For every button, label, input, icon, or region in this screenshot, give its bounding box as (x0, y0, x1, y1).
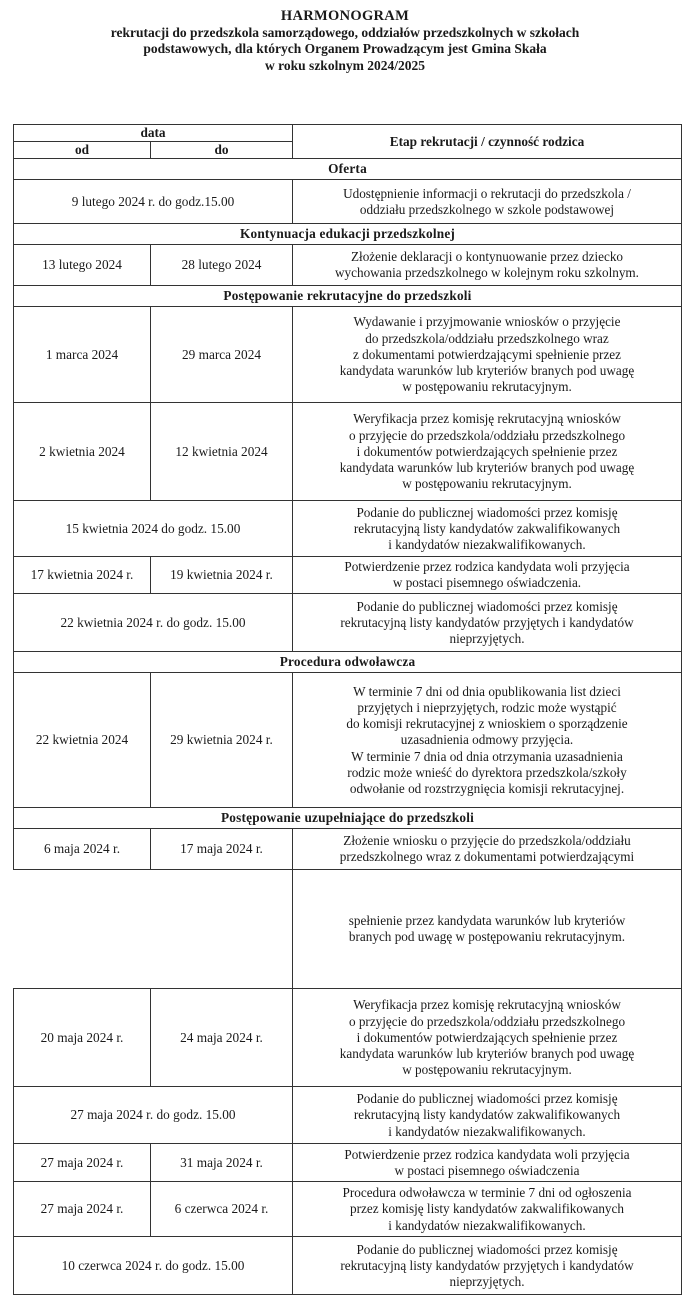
date-range: 9 lutego 2024 r. do godz.15.00 (14, 180, 293, 224)
date-from: 6 maja 2024 r. (14, 829, 151, 870)
table-row (14, 1087, 682, 1144)
date-range: 10 czerwca 2024 r. do godz. 15.00 (14, 1237, 293, 1295)
date-from: 27 maja 2024 r. (14, 1182, 151, 1237)
step-description: Złożenie deklaracji o kontynuowanie przez dziecko wychowania przedszkolnego w kolejnym roku szkolnym. (293, 245, 682, 286)
date-to: 31 maja 2024 r. (151, 1144, 293, 1182)
table-row (14, 1144, 682, 1182)
date-to: 6 czerwca 2024 r. (151, 1182, 293, 1237)
step-description: Złożenie wniosku o przyjęcie do przedszkola/oddziału przedszkolnego wraz z dokumentami potwierdzającymi (293, 829, 682, 870)
header-do: do (151, 142, 293, 159)
date-to: 29 marca 2024 (151, 307, 293, 403)
step-description: Podanie do publicznej wiadomości przez komisję rekrutacyjną listy kandydatów zakwalifikowanych i kandydatów niezakwalifikowanych. (293, 1087, 682, 1144)
table-row (14, 1237, 682, 1295)
table-row (14, 829, 682, 870)
schedule-table (13, 124, 682, 1295)
header-od: od (14, 142, 151, 159)
date-range: 22 kwietnia 2024 r. do godz. 15.00 (14, 594, 293, 652)
step-description: Weryfikacja przez komisję rekrutacyjną wniosków o przyjęcie do przedszkola/oddziału przedszkolnego i dokumentów potwierdzających spełnienie przez kandydata warunków lub kryteriów branych pod uwagę w postępowaniu rekrutacyjnym. (293, 403, 682, 501)
table-header-row (14, 125, 682, 142)
section-row (14, 224, 682, 245)
header-etap: Etap rekrutacji / czynność rodzica (293, 125, 682, 159)
section-title: Oferta (14, 159, 682, 180)
section-title: Procedura odwoławcza (14, 652, 682, 673)
table-row (14, 245, 682, 286)
date-to: 24 maja 2024 r. (151, 989, 293, 1087)
date-from: 2 kwietnia 2024 (14, 403, 151, 501)
date-from: 22 kwietnia 2024 (14, 673, 151, 808)
section-row (14, 652, 682, 673)
step-description: Podanie do publicznej wiadomości przez komisję rekrutacyjną listy kandydatów przyjętych i kandydatów nieprzyjętych. (293, 1237, 682, 1295)
step-description: Weryfikacja przez komisję rekrutacyjną wniosków o przyjęcie do przedszkola/oddziału przedszkolnego i dokumentów potwierdzających spełnienie przez kandydata warunków lub kryteriów branych pod uwagę w postępowaniu rekrutacyjnym. (293, 989, 682, 1087)
document-subtitle-line2: podstawowych, dla których Organem Prowadzącym jest Gmina Skała (143, 41, 547, 56)
table-row (14, 403, 682, 501)
table-row (14, 557, 682, 594)
step-description: Wydawanie i przyjmowanie wniosków o przyjęcie do przedszkola/oddziału przedszkolnego wraz z dokumentami potwierdzającymi spełnienie przez kandydata warunków lub kryteriów branych pod uwagę w postępowaniu rekrutacyjnym. (293, 307, 682, 403)
section-row (14, 286, 682, 307)
date-from: 27 maja 2024 r. (14, 1144, 151, 1182)
table-row (14, 673, 682, 808)
table-row (14, 180, 682, 224)
date-from: 1 marca 2024 (14, 307, 151, 403)
step-description-continued: spełnienie przez kandydata warunków lub kryteriów branych pod uwagę w postępowaniu rekrutacyjnym. (293, 870, 682, 989)
table-row-continued (14, 870, 682, 989)
date-to: 29 kwietnia 2024 r. (151, 673, 293, 808)
document-subtitle-line3: w roku szkolnym 2024/2025 (265, 57, 425, 73)
section-title: Postępowanie uzupełniające do przedszkoli (14, 808, 682, 829)
date-range: 15 kwietnia 2024 do godz. 15.00 (14, 501, 293, 557)
section-row (14, 159, 682, 180)
step-description: Potwierdzenie przez rodzica kandydata woli przyjęcia w postaci pisemnego oświadczenia (293, 1144, 682, 1182)
date-to: 17 maja 2024 r. (151, 829, 293, 870)
table-row (14, 307, 682, 403)
step-description: Udostępnienie informacji o rekrutacji do przedszkola / oddziału przedszkolnego w szkole podstawowej (293, 180, 682, 224)
date-from: 17 kwietnia 2024 r. (14, 557, 151, 594)
table-row (14, 501, 682, 557)
date-from: 13 lutego 2024 (14, 245, 151, 286)
section-title: Kontynuacja edukacji przedszkolnej (14, 224, 682, 245)
table-row (14, 1182, 682, 1237)
document-header (0, 0, 690, 74)
step-description: Potwierdzenie przez rodzica kandydata woli przyjęcia w postaci pisemnego oświadczenia. (293, 557, 682, 594)
step-description: Procedura odwoławcza w terminie 7 dni od ogłoszenia przez komisję listy kandydatów zakwalifikowanych i kandydatów niezakwalifikowanych. (293, 1182, 682, 1237)
date-to: 12 kwietnia 2024 (151, 403, 293, 501)
document-title: HARMONOGRAM (280, 8, 410, 24)
step-description: Podanie do publicznej wiadomości przez komisję rekrutacyjną listy kandydatów zakwalifikowanych i kandydatów niezakwalifikowanych. (293, 501, 682, 557)
date-to: 19 kwietnia 2024 r. (151, 557, 293, 594)
date-range: 27 maja 2024 r. do godz. 15.00 (14, 1087, 293, 1144)
step-description: Podanie do publicznej wiadomości przez komisję rekrutacyjną listy kandydatów przyjętych i kandydatów nieprzyjętych. (293, 594, 682, 652)
step-description: W terminie 7 dni od dnia opublikowania list dzieci przyjętych i nieprzyjętych, rodzic może wystąpić do komisji rekrutacyjnej z wnioskiem o sporządzenie uzasadnienia odmowy przyjęcia. W terminie 7 dnia od dnia otrzymania uzasadnienia rodzic może wnieść do dyrektora przedszkola/szkoły odwołanie od rozstrzygnięcia komisji rekrutacyjnej. (293, 673, 682, 808)
table-row (14, 989, 682, 1087)
section-title: Postępowanie rekrutacyjne do przedszkoli (14, 286, 682, 307)
table-row (14, 594, 682, 652)
date-from: 20 maja 2024 r. (14, 989, 151, 1087)
document-subtitle-line1: rekrutacji do przedszkola samorządowego, oddziałów przedszkolnych w szkołach (110, 24, 580, 40)
section-row (14, 808, 682, 829)
date-to: 28 lutego 2024 (151, 245, 293, 286)
header-data: data (14, 125, 293, 142)
